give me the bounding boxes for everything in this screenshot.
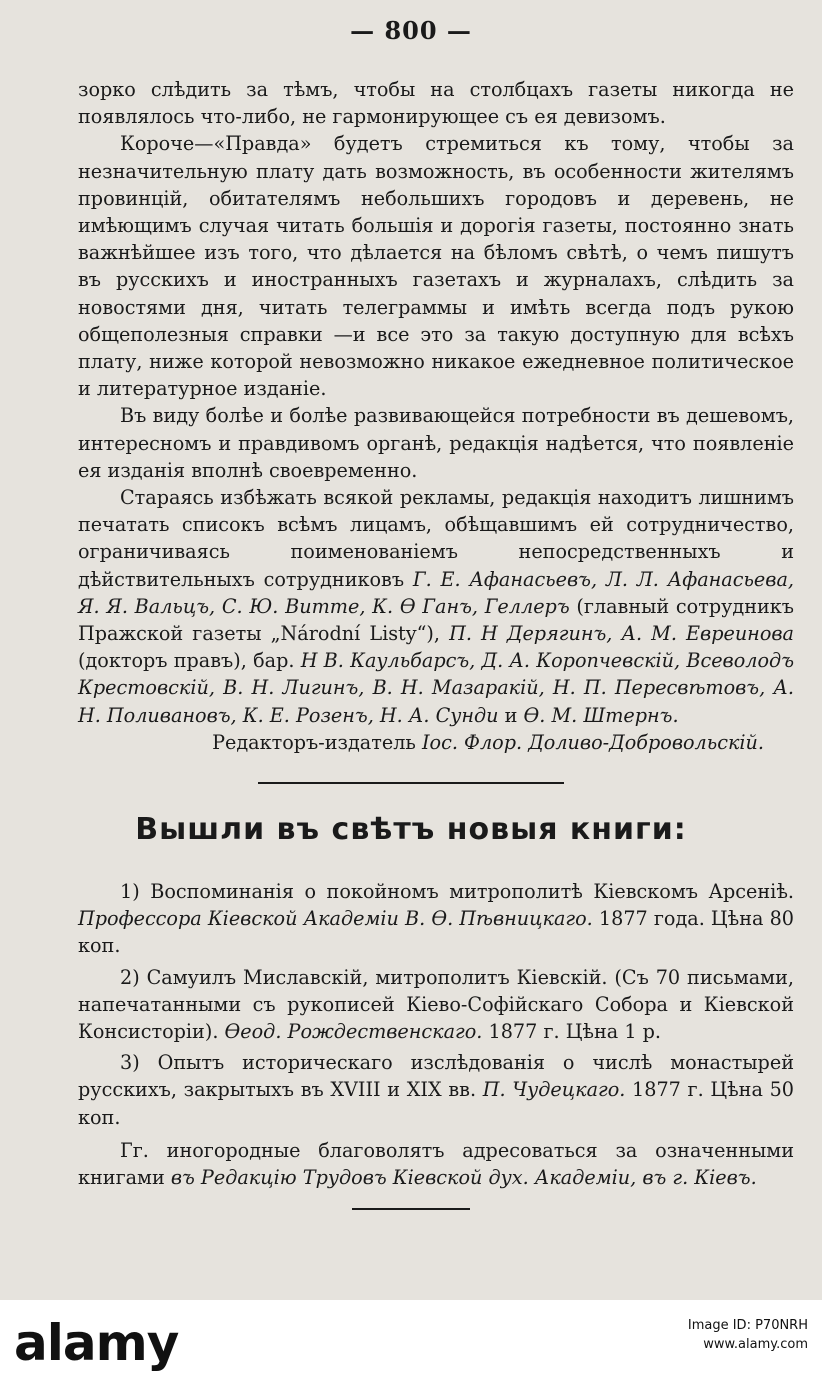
contributors-names-4: Ѳ. М. Штернъ. [523, 703, 679, 727]
paragraph-vvidu: Въ виду болѣе и болѣе развивающейся потребности въ дешевомъ, интересномъ и правдивомъ органѣ, редакція надѣется, что появленіе ея изданія вполнѣ своевременно. [78, 404, 794, 482]
divider-top [258, 782, 564, 784]
contributors-text-2: (главный сотрудникъ Пражской газеты „Národní Listy“), [78, 594, 794, 646]
book1-price: 1877 года. Цѣна 80 коп. [78, 907, 794, 958]
book3-price: 1877 г. Цѣна 50 коп. [78, 1078, 794, 1129]
book3-author: П. Чудецкаго. [482, 1078, 626, 1102]
book1-author: Профессора Кіевской Академіи В. Ѳ. Пѣвницкаго. [78, 907, 593, 931]
alamy-logo: alamy [14, 1314, 179, 1372]
divider-bottom [352, 1208, 470, 1210]
book-item-3 [78, 1049, 794, 1131]
intro-text: зорко слѣдить за тѣмъ, чтобы на столбцахъ газеты никогда не появлялось что-либо, не гармонирующее съ ея девизомъ. [78, 78, 794, 129]
contributors-text-1: Стараясь избѣжать всякой рекламы, редакція находитъ лишнимъ печатать списокъ всѣмъ лицамъ, обѣщавшимъ ей сотрудничество, ограничиваясь поименованіемъ непосредственныхъ и дѣйствительныхъ сотрудниковъ [78, 486, 794, 591]
intro-paragraph [78, 76, 794, 130]
contributors-names-1: Г. Е. Афанасьевъ, Л. Л. Афанасьева, Я. Я. Вальцъ, С. Ю. Витте, К. Ѳ Ганъ, Геллеръ [78, 567, 794, 618]
book2-author: Ѳеод. Рождественскаго. [224, 1020, 483, 1044]
book-item-1 [78, 878, 794, 960]
contributors-names-3: Н В. Каульбарсъ, Д. А. Коропчевскій, Всеволодъ Крестовскій, В. Н. Лигинъ, В. Н. Мазаракій, Н. П. Пересвѣтовъ, А. Н. Поливановъ, К. Е. Розенъ, Н. А. Сунди [78, 649, 794, 727]
contributors-names-2: П. Н Дерягинъ, А. М. Евреинова [449, 622, 794, 646]
book3-title: 3) Опытъ историческаго изслѣдованія о числѣ монастырей русскихъ, закрытыхъ въ XVIII и XIX вв. [78, 1051, 794, 1102]
book2-price: 1877 г. Цѣна 1 р. [482, 1020, 662, 1044]
note-address: въ Редакцію Трудовъ Кіевской дух. Академіи, въ г. Кіевъ. [170, 1166, 757, 1190]
book2-title: 2) Самуилъ Миславскій, митрополитъ Кіевскій. (Съ 70 письмами, напечатанными съ рукописей Кіево-Софійскаго Собора и Кіевской Консисторіи). [78, 965, 794, 1044]
note-text: Гг. иногородные благоволятъ адресоваться за означенными книгами [78, 1138, 794, 1190]
page-number: — 800 — [350, 16, 472, 45]
site-url: www.alamy.com [703, 1337, 808, 1352]
main-text [78, 76, 794, 756]
image-id-block [688, 1316, 808, 1354]
books-heading: Вышли въ свѣтъ новыя книги: [135, 812, 687, 847]
image-id: Image ID: P70NRH [687, 1318, 808, 1333]
contributors-text-3: (докторъ правъ), бар. [78, 649, 301, 673]
contributors-text-4: и [498, 703, 524, 727]
stock-footer [0, 1300, 822, 1390]
paragraph-korochye: Короче—«Правда» будетъ стремиться къ тому, чтобы за незначительную плату дать возможность, въ особенности жителямъ провинцій, обитателямъ небольшихъ городовъ и деревень, не имѣющимъ случая читать большія и дорогія газеты, постоянно знать важнѣйшее изъ того, что дѣлается на бѣломъ свѣтѣ, о чемъ пишутъ въ русскихъ и иностранныхъ газетахъ и журналахъ, слѣдить за новостями дня, читать телеграммы и имѣть всегда подъ рукою общеполезныя справки —и все это за такую доступную для всѣхъ плату, ниже которой невозможно никакое ежедневное политическое и литературное изданіе. [78, 132, 794, 401]
editor-signature [78, 729, 794, 756]
address-note [78, 1137, 794, 1191]
book-item-2 [78, 964, 794, 1046]
books-list [78, 878, 794, 1195]
paragraph-contributors [78, 484, 794, 729]
signature-prefix: Редакторъ-издатель [212, 730, 422, 754]
book1-title: 1) Воспоминанія о покойномъ митрополитѣ Кіевскомъ Арсеніѣ. [120, 880, 794, 903]
signature-name: Іос. Флор. Доливо-Добровольскій. [421, 730, 764, 754]
